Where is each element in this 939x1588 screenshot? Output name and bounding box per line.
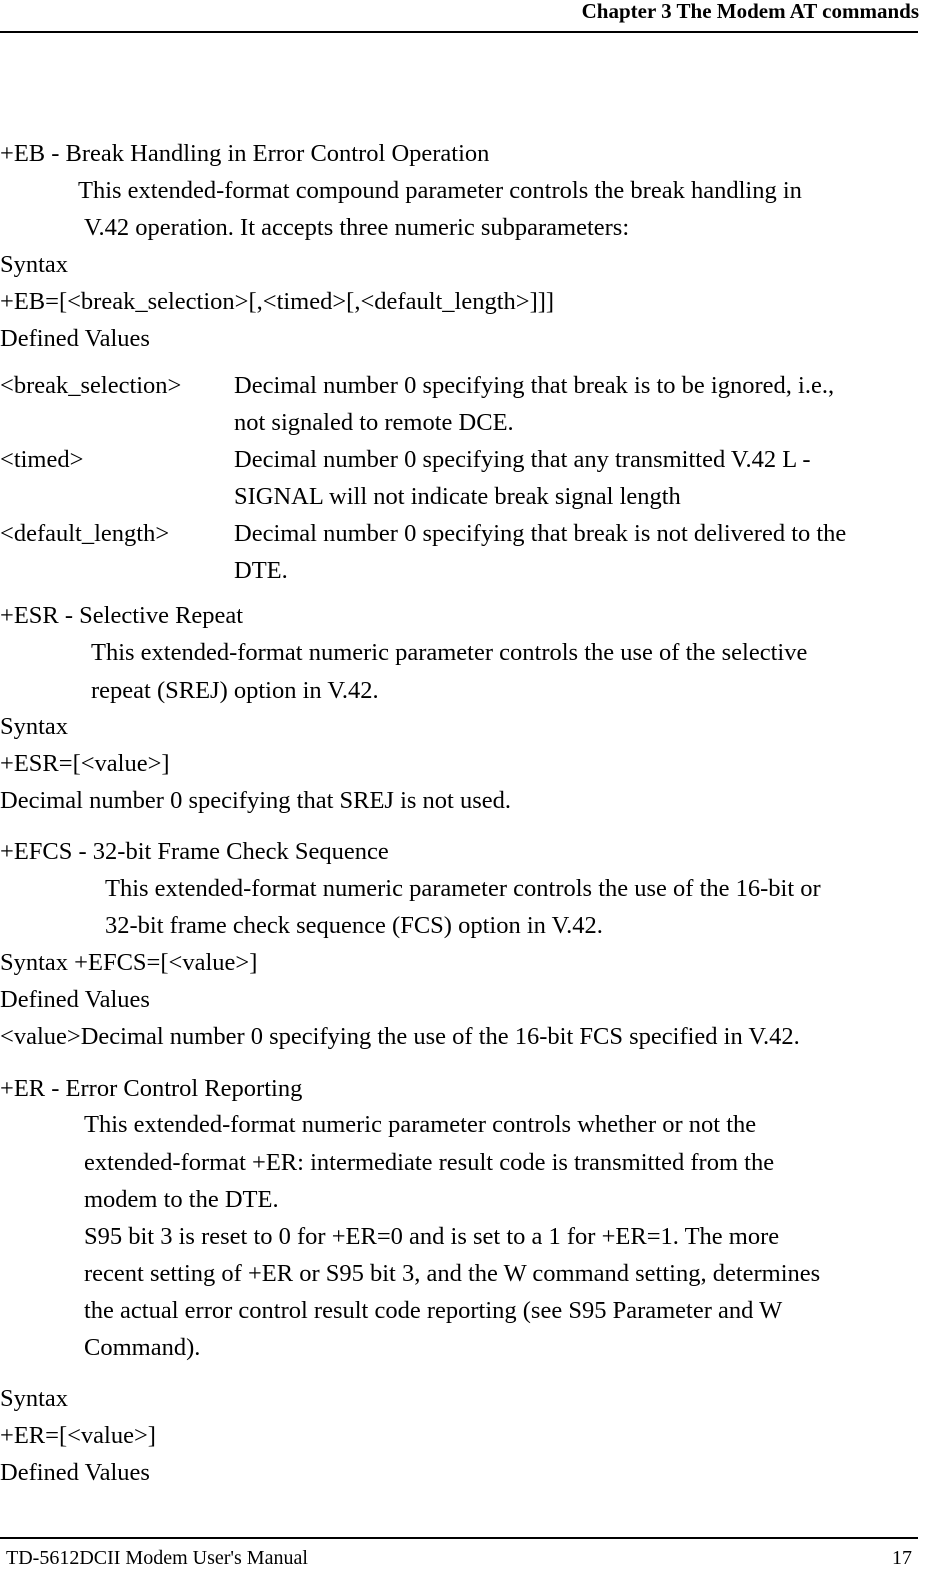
eb-value-term-default-length: <default_length> — [0, 520, 170, 547]
esr-syntax-label: Syntax — [0, 713, 69, 740]
header-rule — [0, 31, 918, 33]
er-desc-line: extended-format +ER: intermediate result code is transmitted from the — [84, 1149, 775, 1176]
eb-defined-label: Defined Values — [0, 325, 150, 352]
eb-value-def-line1: Decimal number 0 specifying that break is not delivered to the — [234, 520, 847, 547]
efcs-defined-label: Defined Values — [0, 986, 150, 1013]
esr-desc-line2: repeat (SREJ) option in V.42. — [91, 677, 379, 704]
er-desc-line: S95 bit 3 is reset to 0 for +ER=0 and is set to a 1 for +ER=1. The more — [84, 1223, 780, 1250]
efcs-syntax-line: Syntax +EFCS=[<value>] — [0, 949, 258, 976]
er-title: +ER - Error Control Reporting — [0, 1075, 303, 1102]
eb-title: +EB - Break Handling in Error Control Operation — [0, 140, 490, 167]
eb-value-def-line2: not signaled to remote DCE. — [234, 409, 514, 436]
page-number: 17 — [892, 1547, 912, 1569]
efcs-desc-line1: This extended-format numeric parameter controls the use of the 16-bit or — [105, 875, 821, 902]
eb-value-def-line1: Decimal number 0 specifying that break is to be ignored, i.e., — [234, 372, 835, 399]
eb-desc-line1: This extended-format compound parameter controls the break handling in — [78, 177, 802, 204]
eb-value-term-break-selection: <break_selection> — [0, 372, 182, 399]
chapter-title: Chapter 3 The Modem AT commands — [581, 0, 919, 23]
efcs-desc-line2: 32-bit frame check sequence (FCS) option in V.42. — [105, 912, 603, 939]
eb-value-def-line2: SIGNAL will not indicate break signal length — [234, 483, 681, 510]
er-syntax: +ER=[<value>] — [0, 1422, 156, 1449]
er-desc-line: Command). — [84, 1334, 201, 1361]
eb-desc-line2: V.42 operation. It accepts three numeric subparameters: — [84, 214, 630, 241]
er-desc-line: This extended-format numeric parameter controls whether or not the — [84, 1111, 757, 1138]
efcs-title: +EFCS - 32-bit Frame Check Sequence — [0, 838, 389, 865]
er-defined-label: Defined Values — [0, 1459, 150, 1486]
footer-rule — [0, 1537, 918, 1539]
efcs-value-line: <value>Decimal number 0 specifying the use of the 16-bit FCS specified in V.42. — [0, 1023, 800, 1050]
eb-value-def-line1: Decimal number 0 specifying that any transmitted V.42 L - — [234, 446, 811, 473]
esr-syntax: +ESR=[<value>] — [0, 750, 170, 777]
manual-name: TD-5612DCII Modem User's Manual — [6, 1547, 308, 1569]
er-desc-line: recent setting of +ER or S95 bit 3, and the W command setting, determines — [84, 1260, 821, 1287]
eb-value-term-timed: <timed> — [0, 446, 84, 473]
eb-syntax-label: Syntax — [0, 251, 69, 278]
er-desc-line: modem to the DTE. — [84, 1186, 279, 1213]
er-desc-line: the actual error control result code reporting (see S95 Parameter and W — [84, 1297, 783, 1324]
eb-syntax: +EB=[<break_selection>[,<timed>[,<default_length>]]] — [0, 288, 555, 315]
er-syntax-label: Syntax — [0, 1385, 69, 1412]
esr-value-desc: Decimal number 0 specifying that SREJ is not used. — [0, 787, 512, 814]
esr-title: +ESR - Selective Repeat — [0, 602, 244, 629]
esr-desc-line1: This extended-format numeric parameter controls the use of the selective — [91, 639, 808, 666]
eb-value-def-line2: DTE. — [234, 557, 288, 584]
